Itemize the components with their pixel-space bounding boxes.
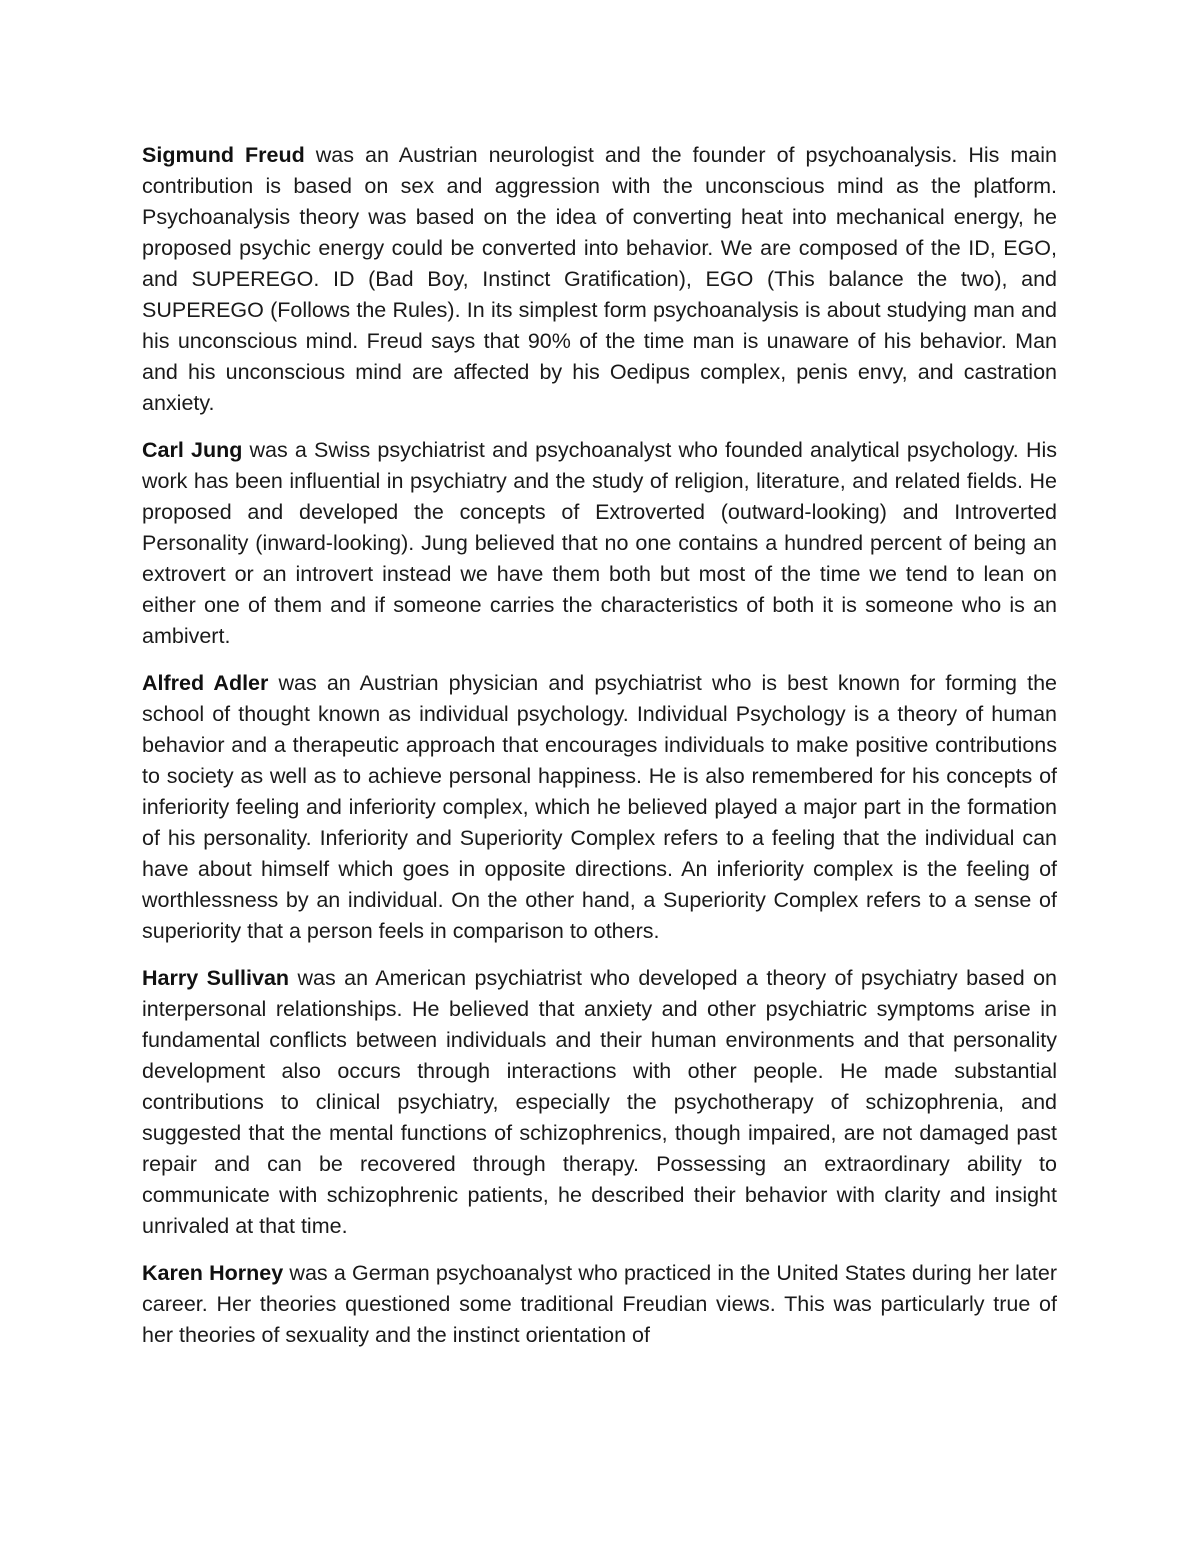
- paragraph-text-jung: was a Swiss psychiatrist and psychoanalyst who founded analytical psychology. His work has been influential in psychiatry and the study of religion, literature, and related fields. He proposed and developed the concepts of Extroverted (outward-looking) and Introverted Personality (inward-looking). Jung believed that no one contains a hundred percent of being an extrovert or an introvert instead we have them both but most of the time we tend to lean on either one of them and if someone carries the characteristics of both it is someone who is an ambivert.: [142, 438, 1057, 648]
- person-name-sullivan: Harry Sullivan: [142, 966, 290, 990]
- paragraph-freud: [142, 140, 1057, 419]
- person-name-adler: Alfred Adler: [142, 671, 269, 695]
- paragraph-sullivan: [142, 963, 1057, 1242]
- paragraph-text-horney: was a German psychoanalyst who practiced in the United States during her later career. Her theories questioned some traditional Freudian views. This was particularly true of her theories of sexuality and the instinct orientation of: [142, 1261, 1057, 1347]
- person-name-horney: Karen Horney: [142, 1261, 284, 1285]
- paragraph-text-freud: was an Austrian neurologist and the founder of psychoanalysis. His main contribution is based on sex and aggression with the unconscious mind as the platform. Psychoanalysis theory was based on the idea of converting heat into mechanical energy, he proposed psychic energy could be converted into behavior. We are composed of the ID, EGO, and SUPEREGO. ID (Bad Boy, Instinct Gratification), EGO (This balance the two), and SUPEREGO (Follows the Rules). In its simplest form psychoanalysis is about studying man and his unconscious mind. Freud says that 90% of the time man is unaware of his behavior. Man and his unconscious mind are affected by his Oedipus complex, penis envy, and castration anxiety.: [142, 143, 1057, 415]
- paragraph-adler: [142, 668, 1057, 947]
- paragraph-text-adler: was an Austrian physician and psychiatrist who is best known for forming the school of thought known as individual psychology. Individual Psychology is a theory of human behavior and a therapeutic approach that encourages individuals to make positive contributions to society as well as to achieve personal happiness. He is also remembered for his concepts of inferiority feeling and inferiority complex, which he believed played a major part in the formation of his personality. Inferiority and Superiority Complex refers to a feeling that the individual can have about himself which goes in opposite directions. An inferiority complex is the feeling of worthlessness by an individual. On the other hand, a Superiority Complex refers to a sense of superiority that a person feels in comparison to others.: [142, 671, 1058, 943]
- person-name-jung: Carl Jung: [142, 438, 243, 462]
- paragraph-text-sullivan: was an American psychiatrist who developed a theory of psychiatry based on interpersonal relationships. He believed that anxiety and other psychiatric symptoms arise in fundamental conflicts between individuals and their human environments and that personality development also occurs through interactions with other people. He made substantial contributions to clinical psychiatry, especially the psychotherapy of schizophrenia, and suggested that the mental functions of schizophrenics, though impaired, are not damaged past repair and can be recovered through therapy. Possessing an extraordinary ability to communicate with schizophrenic patients, he described their behavior with clarity and insight unrivaled at that time.: [142, 966, 1057, 1238]
- document-body: [142, 140, 1057, 1367]
- person-name-freud: Sigmund Freud: [142, 143, 305, 167]
- paragraph-jung: [142, 435, 1057, 652]
- paragraph-horney: [142, 1258, 1057, 1351]
